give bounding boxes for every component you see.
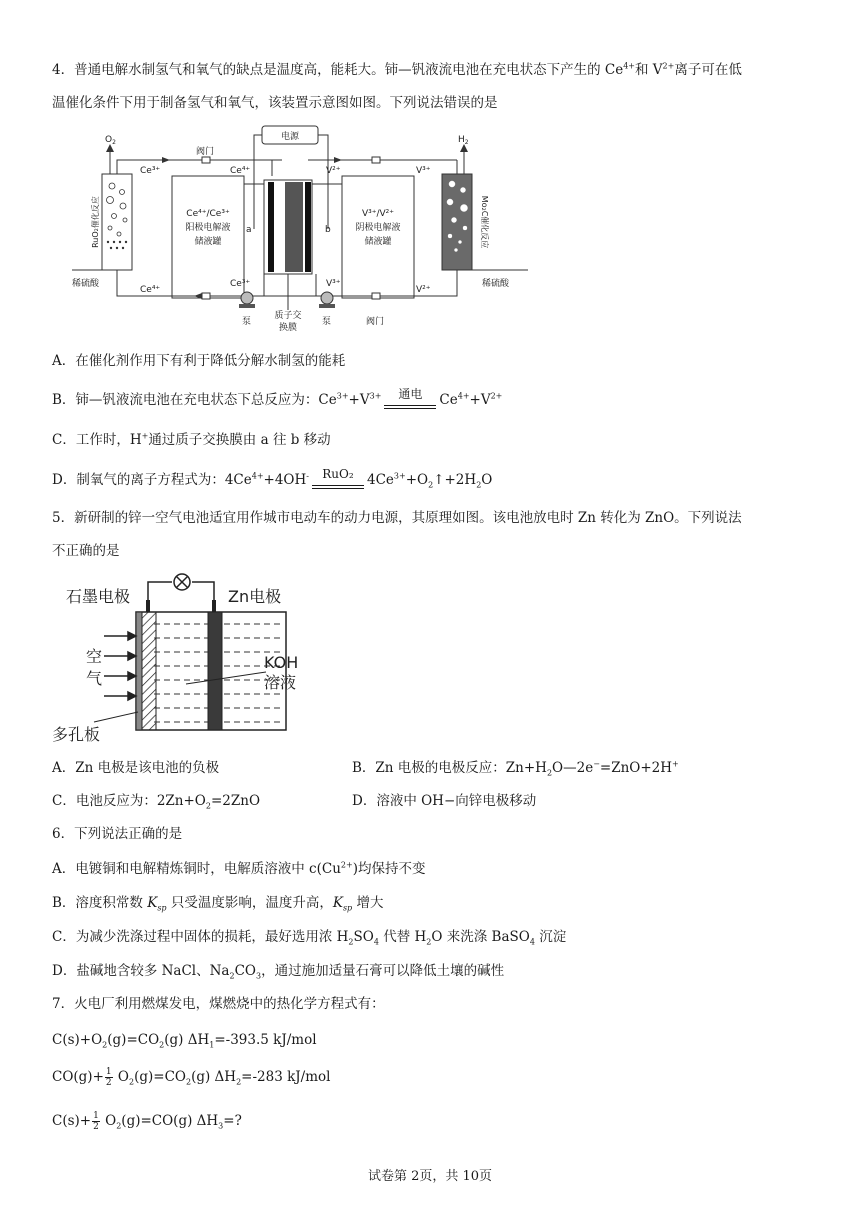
electrode-b-label: b: [325, 225, 331, 235]
q6-stem: 6．下列说法正确的是: [52, 826, 183, 842]
q6-option-d: D．盐碱地含较多 NaCl、$Na_2CO_3$，通过施加适量石膏可以降低土壤的碱性: [52, 963, 505, 981]
q7-equation-1: $C(s)+O_2(g)=CO_2(g)$ $\Delta H_1=-393.5$ kJ/mol: [52, 1032, 317, 1050]
q4-electrolysis-diagram: [72, 124, 528, 336]
q5-stem-line1: 5．新研制的锌一空气电池适宜用作城市电动车的动力电源，其原理如图。该电池放电时 Zn 转化为 ZnO。下列说法: [52, 510, 742, 526]
q7-equation-2: CO(g)+ $\frac{1}{2}$ $O_2(g)=CO_2(g)$ $\Delta H_2=-283$ kJ/mol: [52, 1067, 331, 1088]
q5-option-d: D．溶液中 OH−向锌电极移动: [352, 793, 537, 809]
v3-top-right: V³⁺: [416, 166, 431, 176]
right-tank-line2: 阴极电解液: [355, 223, 401, 233]
right-acid-label: 稀硫酸: [482, 279, 510, 289]
q5-stem-line2: 不正确的是: [52, 543, 120, 559]
ce3-bottom-mid: Ce³⁺: [230, 279, 251, 289]
q7-equation-3: C(s)+ $\frac{1}{2}$ $O_2(g)=CO(g)$ $\Delta H_3=$?: [52, 1111, 242, 1132]
v2-bottom-right: V²⁺: [416, 285, 431, 295]
q5-option-b: B．Zn 电极的电极反应：$Zn+H_2O—2e^-=ZnO+2H^+$: [352, 759, 679, 778]
membrane-line2: 换膜: [278, 323, 298, 333]
left-tank-line1: Ce⁴⁺/Ce³⁺: [186, 209, 230, 219]
valve-bottom-label: 阀门: [366, 317, 385, 327]
q4-stem-line2: 温催化条件下用于制备氢气和氧气，该装置示意图如图。下列说法错误的是: [52, 95, 498, 111]
page-footer: 试卷第 2页，共 10页: [367, 1169, 493, 1184]
air-label-1: 空: [86, 647, 103, 666]
zn-electrode-label: Zn电极: [228, 587, 282, 606]
q7-stem: 7．火电厂利用燃煤发电，煤燃烧中的热化学方程式有：: [52, 996, 385, 1012]
right-reactor-label: Mo₂C催化反应: [480, 195, 489, 249]
solution-label: 溶液: [264, 673, 297, 692]
ce3-top-left: Ce³⁺: [140, 166, 161, 176]
left-acid-label: 稀硫酸: [72, 279, 100, 289]
valve-top-label: 阀门: [196, 147, 215, 157]
ce4-bottom-left: Ce⁴⁺: [140, 285, 161, 295]
membrane-line1: 质子交: [274, 311, 302, 321]
q6-option-a: A．电镀铜和电解精炼铜时，电解质溶液中 $c(Cu^{2+})$均保持不变: [52, 860, 426, 877]
q4-option-d: D．制氧气的离子方程式为：$4Ce^{4+}+4OH^-$ RuO₂ $4Ce^{3+}+O_2↑+2H_2O$: [52, 467, 493, 490]
electrode-a-label: a: [246, 225, 252, 235]
q4-option-a: A．在催化剂作用下有利于降低分解水制氢的能耗: [52, 353, 346, 369]
right-tank-line3: 储液罐: [364, 237, 392, 247]
pump-right-label: 泵: [322, 317, 332, 327]
pump-left-label: 泵: [242, 317, 252, 327]
condition-electrify: 通电: [384, 394, 436, 406]
fraction-half: $\frac{1}{2}$: [105, 1067, 112, 1088]
o2-label: $O_2$: [105, 135, 116, 146]
koh-label: KOH: [264, 653, 299, 672]
v2-top-mid: V²⁺: [326, 166, 341, 176]
v3-bottom-mid: V³⁺: [326, 279, 341, 289]
graphite-electrode-label: 石墨电极: [66, 587, 131, 606]
power-label: 电源: [280, 132, 300, 142]
air-label-2: 气: [86, 669, 103, 688]
q5-option-a: A．Zn 电极是该电池的负极: [52, 760, 220, 776]
q5-option-c: C．电池反应为：$2Zn+O_2=2ZnO$: [52, 793, 261, 811]
q4-stem-line1: 4．普通电解水制氢气和氧气的缺点是温度高，能耗大。铈—钒液流电池在充电状态下产生的 $Ce^{4+}$和 $V^{2+}$离子可在低: [52, 61, 742, 78]
q6-option-c: C．为减少洗涤过程中固体的损耗，最好选用浓 $H_2SO_4$ 代替 $H_2O$ 来洗涤 BaSO$_4$ 沉淀: [52, 929, 567, 947]
left-reactor-label: RuO₂催化反应: [91, 196, 100, 248]
right-tank-line1: V³⁺/V²⁺: [361, 209, 395, 219]
left-tank-line2: 阳极电解液: [185, 223, 231, 233]
q5-zinc-air-battery-diagram: [52, 572, 302, 750]
condition-catalyst: RuO₂: [312, 474, 364, 486]
h2-label: $H_2$: [458, 135, 469, 146]
q4-option-b: B．铈—钒液流电池在充电状态下总反应为：$Ce^{3+}+V^{3+}$ 通电 $Ce^{4+}+V^{2+}$: [52, 387, 503, 408]
fraction-half: $\frac{1}{2}$: [93, 1111, 99, 1132]
ce4-top-mid: Ce⁴⁺: [230, 166, 251, 176]
q6-option-b: B．溶度积常数 $K_{sp}$ 只受温度影响，温度升高，$K_{sp}$ 增大: [52, 895, 384, 913]
left-tank-line3: 储液罐: [194, 237, 222, 247]
porous-plate-label: 多孔板: [52, 725, 101, 744]
q4-option-c: C．工作时，H+通过质子交换膜由 a 往 b 移动: [52, 431, 331, 448]
